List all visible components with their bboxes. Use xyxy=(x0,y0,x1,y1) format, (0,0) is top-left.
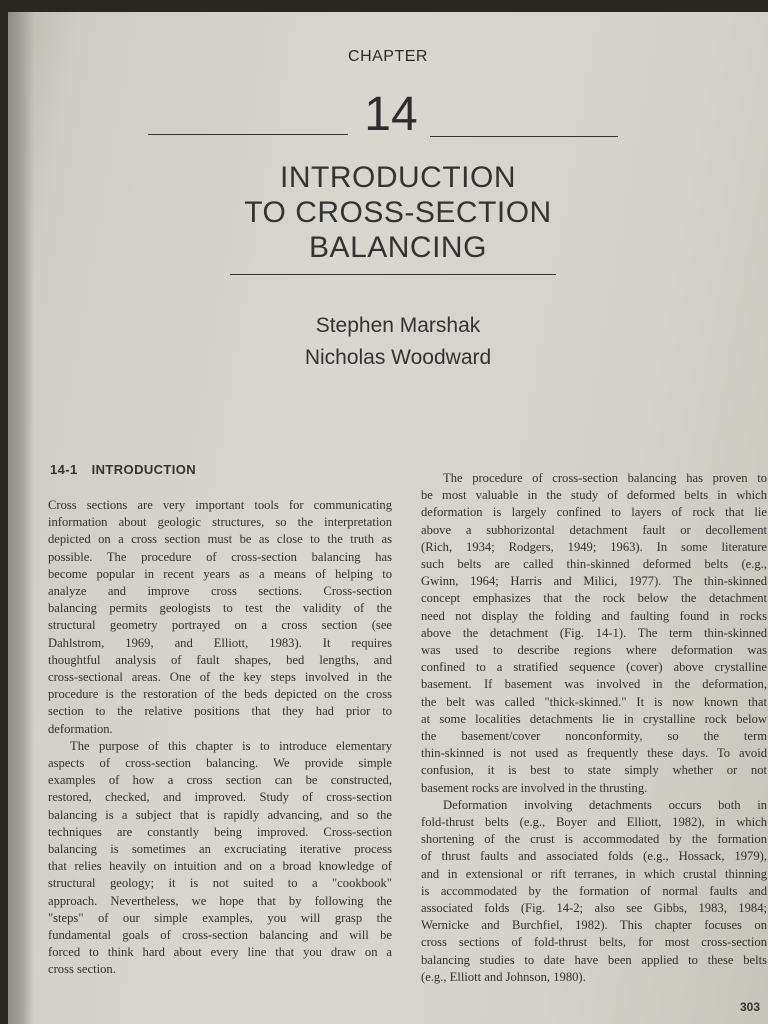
text-line: Gwinn, 1964; Harris and Milici, 1977). The thin-skinned xyxy=(421,574,767,589)
page-number: 303 xyxy=(739,1000,760,1014)
text-line: thoughtful analysis of fault shapes, bed lengths, and xyxy=(48,652,392,667)
book-page xyxy=(8,12,768,1024)
text-line: Cross sections are very important tools for communicating xyxy=(48,498,392,512)
text-line: and in extensional or rift terranes, in which crustal thinning xyxy=(421,866,767,881)
section-title: INTRODUCTION xyxy=(91,462,197,477)
text-line: the basement/cover nonconformity, so the term xyxy=(421,729,767,744)
text-line: confusion, it is best to state simply whether or not xyxy=(421,763,767,778)
text-line: aspects of cross-section balancing. We provide simple xyxy=(48,756,392,771)
text-line: need not display the folding and faulting found in rocks xyxy=(421,608,767,623)
chapter-title-line: BALANCING xyxy=(309,231,487,264)
text-line: is accommodated by the formation of normal faults and xyxy=(421,883,767,898)
text-line: balancing permits geologists to test the validity of the xyxy=(48,601,392,616)
left-column xyxy=(48,497,392,979)
text-line: concept emphasizes that the rock below the detachment xyxy=(421,591,767,606)
text-line: analyze and improve cross sections. Cross-section xyxy=(48,584,392,599)
text-line: cross sections of fold-thrust belts, for most cross-section xyxy=(421,935,767,950)
text-line: The purpose of this chapter is to introduce elementary xyxy=(70,738,392,753)
text-line: basement rocks are involved in the thrusting. xyxy=(421,780,648,795)
text-line: above the detachment (Fig. 14-1). The term thin-skinned xyxy=(421,625,767,640)
text-line: (e.g., Elliott and Johnson, 1980). xyxy=(421,969,586,984)
chapter-number-row xyxy=(148,90,618,140)
text-line: be most valuable in the study of deformed belts in which xyxy=(421,488,767,503)
text-line: such belts are called thin-skinned deformed belts (e.g., xyxy=(421,557,767,572)
right-paragraph-1 xyxy=(421,470,767,797)
right-paragraph-2 xyxy=(421,797,767,986)
text-line: balancing is sometimes an excruciating iterative process xyxy=(48,842,392,857)
chapter-title-line: INTRODUCTION xyxy=(280,161,516,194)
text-line: balancing is a subject that is rapidly advancing, and so the xyxy=(48,807,392,822)
chapter-rule-left xyxy=(148,134,348,135)
left-paragraph-2 xyxy=(48,738,392,979)
text-line: Dahlstrom, 1969, and Elliott, 1983). It requires xyxy=(48,635,392,650)
chapter-rule-right xyxy=(430,136,618,137)
chapter-label: CHAPTER xyxy=(348,48,428,65)
text-line: thin-skinned is not used as frequently these days. To avoid xyxy=(421,746,767,761)
text-line: examples of how a cross section can be constructed, xyxy=(48,773,392,788)
chapter-title-line: TO CROSS-SECTION xyxy=(244,196,552,229)
text-line: restored, checked, and improved. Study of cross-section xyxy=(48,790,392,805)
text-line: at some localities detachments lie in crystalline rock below xyxy=(421,711,767,726)
text-line: approach. Nevertheless, we hope that by following the xyxy=(48,893,392,908)
text-line: associated folds (Fig. 14-2; also see Gibbs, 1983, 1984; xyxy=(421,901,767,916)
text-line: forced to think hard about every line that you draw on a xyxy=(48,945,392,960)
text-line: the belt was called "thick-skinned." It is now known that xyxy=(421,694,767,709)
chapter-title xyxy=(168,160,628,265)
section-number: 14-1 xyxy=(50,462,78,477)
chapter-number: 14 xyxy=(364,88,418,141)
title-underline xyxy=(230,274,556,275)
text-line: depicted on a cross section must be as close to the truth as xyxy=(48,532,392,547)
text-line: structural geology; it is not suited to a "cookbook" xyxy=(48,876,392,891)
text-line: (Rich, 1934; Rodgers, 1949; 1963). In some literature xyxy=(421,539,767,554)
text-line: The procedure of cross-section balancing has proven to xyxy=(443,471,767,485)
text-line: that relies heavily on intuition and on a broad knowledge of xyxy=(48,859,392,874)
text-line: Wernicke and Burchfiel, 1982). This chapter focuses on xyxy=(421,918,767,933)
text-line: procedure is the restoration of the beds depicted on the cross xyxy=(48,687,392,702)
book-spine-shadow xyxy=(8,12,34,1024)
author-name: Nicholas Woodward xyxy=(304,346,492,369)
text-line: shortening of the crust is accommodated by the formation xyxy=(421,832,767,847)
text-line: fundamental goals of cross-section balancing and will be xyxy=(48,928,392,943)
text-line: confined to a stratified sequence (cover) above crystalline xyxy=(421,660,767,675)
left-paragraph-1 xyxy=(48,497,392,738)
text-line: become popular in recent years as a means of helping to xyxy=(48,566,392,581)
author-name: Stephen Marshak xyxy=(315,314,481,337)
text-line: balancing studies to date have been applied to these belts xyxy=(421,952,767,967)
text-line: of thrust faults and associated folds (e.g., Hossack, 1979), xyxy=(421,849,767,864)
text-line: information about geologic structures, so the interpretation xyxy=(48,515,392,530)
right-column xyxy=(421,470,767,986)
text-line: was used to describe regions where deformation was xyxy=(421,643,767,658)
text-line: possible. The procedure of cross-section balancing has xyxy=(48,549,392,564)
text-line: techniques are constantly being improved. Cross-section xyxy=(48,824,392,839)
authors xyxy=(168,310,628,374)
text-line: "steps" of our simple examples, you will grasp the xyxy=(48,910,392,925)
text-line: fold-thrust belts (e.g., Boyer and Elliott, 1982), in which xyxy=(421,815,767,830)
text-line: cross section. xyxy=(48,962,116,977)
text-line: Deformation involving detachments occurs both in xyxy=(443,797,767,812)
text-line: structural geometry portrayed on a cross section (see xyxy=(48,618,392,633)
section-heading xyxy=(50,462,196,477)
text-line: deformation is largely confined to layers of rock that lie xyxy=(421,505,767,520)
text-line: basement. If basement was involved in the deformation, xyxy=(421,677,767,692)
text-line: deformation. xyxy=(48,721,113,736)
text-line: cross-sectional areas. One of the key steps involved in the xyxy=(48,670,392,685)
text-line: section to the relative positions that they had prior to xyxy=(48,704,392,719)
text-line: above a subhorizontal detachment fault or decollement xyxy=(421,522,767,537)
